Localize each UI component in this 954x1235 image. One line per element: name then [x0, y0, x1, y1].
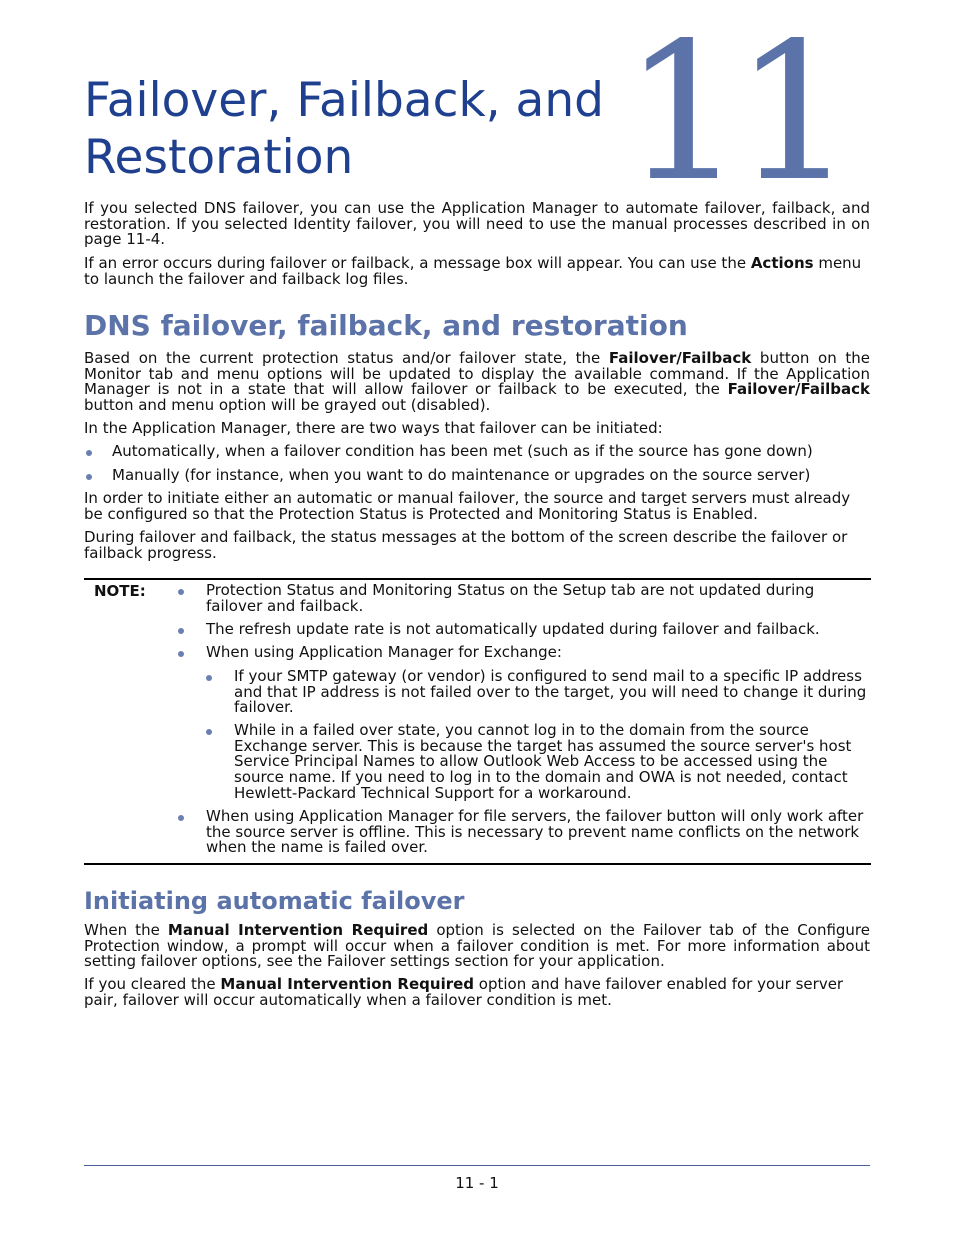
- note-top-rule: [84, 578, 871, 580]
- chapter-title: [84, 72, 644, 186]
- chapter-title-line2: Restoration: [84, 130, 354, 185]
- note-item: When using Application Manager for file servers, the failover button will only work after the source server is offline. This is necessary to prevent name conflicts on the network when the name is failed over.: [206, 807, 864, 857]
- dns-paragraph-2: In the Application Manager, there are two ways that failover can be initiated:: [84, 419, 663, 437]
- manual-intervention-ref: Manual Intervention Required: [167, 921, 429, 939]
- manual-intervention-ref: Manual Intervention Required: [220, 975, 475, 993]
- auto-paragraph-1: [84, 923, 870, 970]
- section-heading-automatic: Initiating automatic failover: [84, 887, 465, 915]
- failover-failback-ref: Failover/Failback: [727, 380, 870, 399]
- footer-rule: [84, 1165, 870, 1166]
- auto-text: option is selected on the Failover tab of the Configure Protection window, a prompt will occur when a failover condition is met. For more information about setting failover options, see the Failover settings section for your application.: [84, 921, 870, 971]
- chapter-title-line1: Failover, Failback, and: [84, 73, 604, 128]
- note-item: When using Application Manager for Exchange:: [206, 643, 562, 661]
- bullet-dot: [206, 729, 212, 735]
- bullet-dot: [178, 628, 184, 634]
- dns-text: button and menu option will be grayed out (disabled).: [84, 396, 491, 415]
- auto-text: When the: [84, 921, 168, 939]
- bullet-dot: [206, 675, 212, 681]
- dns-bullet-item: Manually (for instance, when you want to do maintenance or upgrades on the source server): [112, 466, 811, 484]
- auto-text: option and have failover enabled for your server pair, failover will occur automatically when a failover condition is met.: [84, 975, 844, 1009]
- bullet-dot: [86, 450, 92, 456]
- auto-paragraph-2: [84, 977, 870, 1008]
- bullet-dot: [178, 815, 184, 821]
- note-item: The refresh update rate is not automatically updated during failover and failback.: [206, 620, 820, 638]
- dns-bullet-item: Automatically, when a failover condition has been met (such as if the source has gone down): [112, 442, 813, 460]
- actions-menu-ref: Actions: [750, 254, 814, 272]
- chapter-number: 11: [623, 2, 845, 223]
- auto-text: If you cleared the: [84, 975, 221, 993]
- bullet-dot: [178, 651, 184, 657]
- section-heading-dns: DNS failover, failback, and restoration: [84, 309, 688, 342]
- dns-text: button on the Monitor tab and menu options will be updated to display the available command. If the Application Manager is not in a state that will allow failover or failback to be executed, the: [84, 349, 870, 399]
- note-subitem: If your SMTP gateway (or vendor) is configured to send mail to a specific IP address and that IP address is not failed over to the target, you will need to change it during failover.: [234, 667, 867, 717]
- bullet-dot: [178, 589, 184, 595]
- intro-text: If an error occurs during failover or failback, a message box will appear. You can use the: [84, 254, 751, 272]
- dns-paragraph-1: [84, 351, 870, 414]
- dns-text: Based on the current protection status and/or failover state, the: [84, 349, 609, 367]
- note-item: Protection Status and Monitoring Status on the Setup tab are not updated during failover and failback.: [206, 581, 815, 615]
- intro-paragraph-1: If you selected DNS failover, you can use the Application Manager to automate failover, failback, and restoration. If you selected Identity failover, you will need to use the manual processes described in on page 11-4.: [84, 199, 870, 249]
- intro-text: menu to launch the failover and failback log files.: [84, 254, 862, 288]
- intro-paragraph-2: [84, 256, 870, 287]
- dns-paragraph-3: In order to initiate either an automatic or manual failover, the source and target servers must already be configured so that the Protection Status is Protected and Monitoring Status is Enabled.: [84, 489, 851, 523]
- note-bottom-rule: [84, 863, 871, 865]
- page-number: 11 - 1: [455, 1174, 499, 1192]
- bullet-dot: [86, 474, 92, 480]
- dns-paragraph-4: During failover and failback, the status messages at the bottom of the screen describe the failover or failback progress.: [84, 528, 848, 562]
- note-label: NOTE:: [94, 582, 146, 600]
- failover-failback-ref: Failover/Failback: [608, 349, 752, 367]
- note-subitem: While in a failed over state, you cannot log in to the domain from the source Exchange server. This is because the target has assumed the source server's host Service Principal Names to allow Outlook Web Access to be accessed using the source name. If you need to log in to the domain and OWA is not needed, contact Hewlett-Packard Technical Support for a workaround.: [234, 721, 852, 802]
